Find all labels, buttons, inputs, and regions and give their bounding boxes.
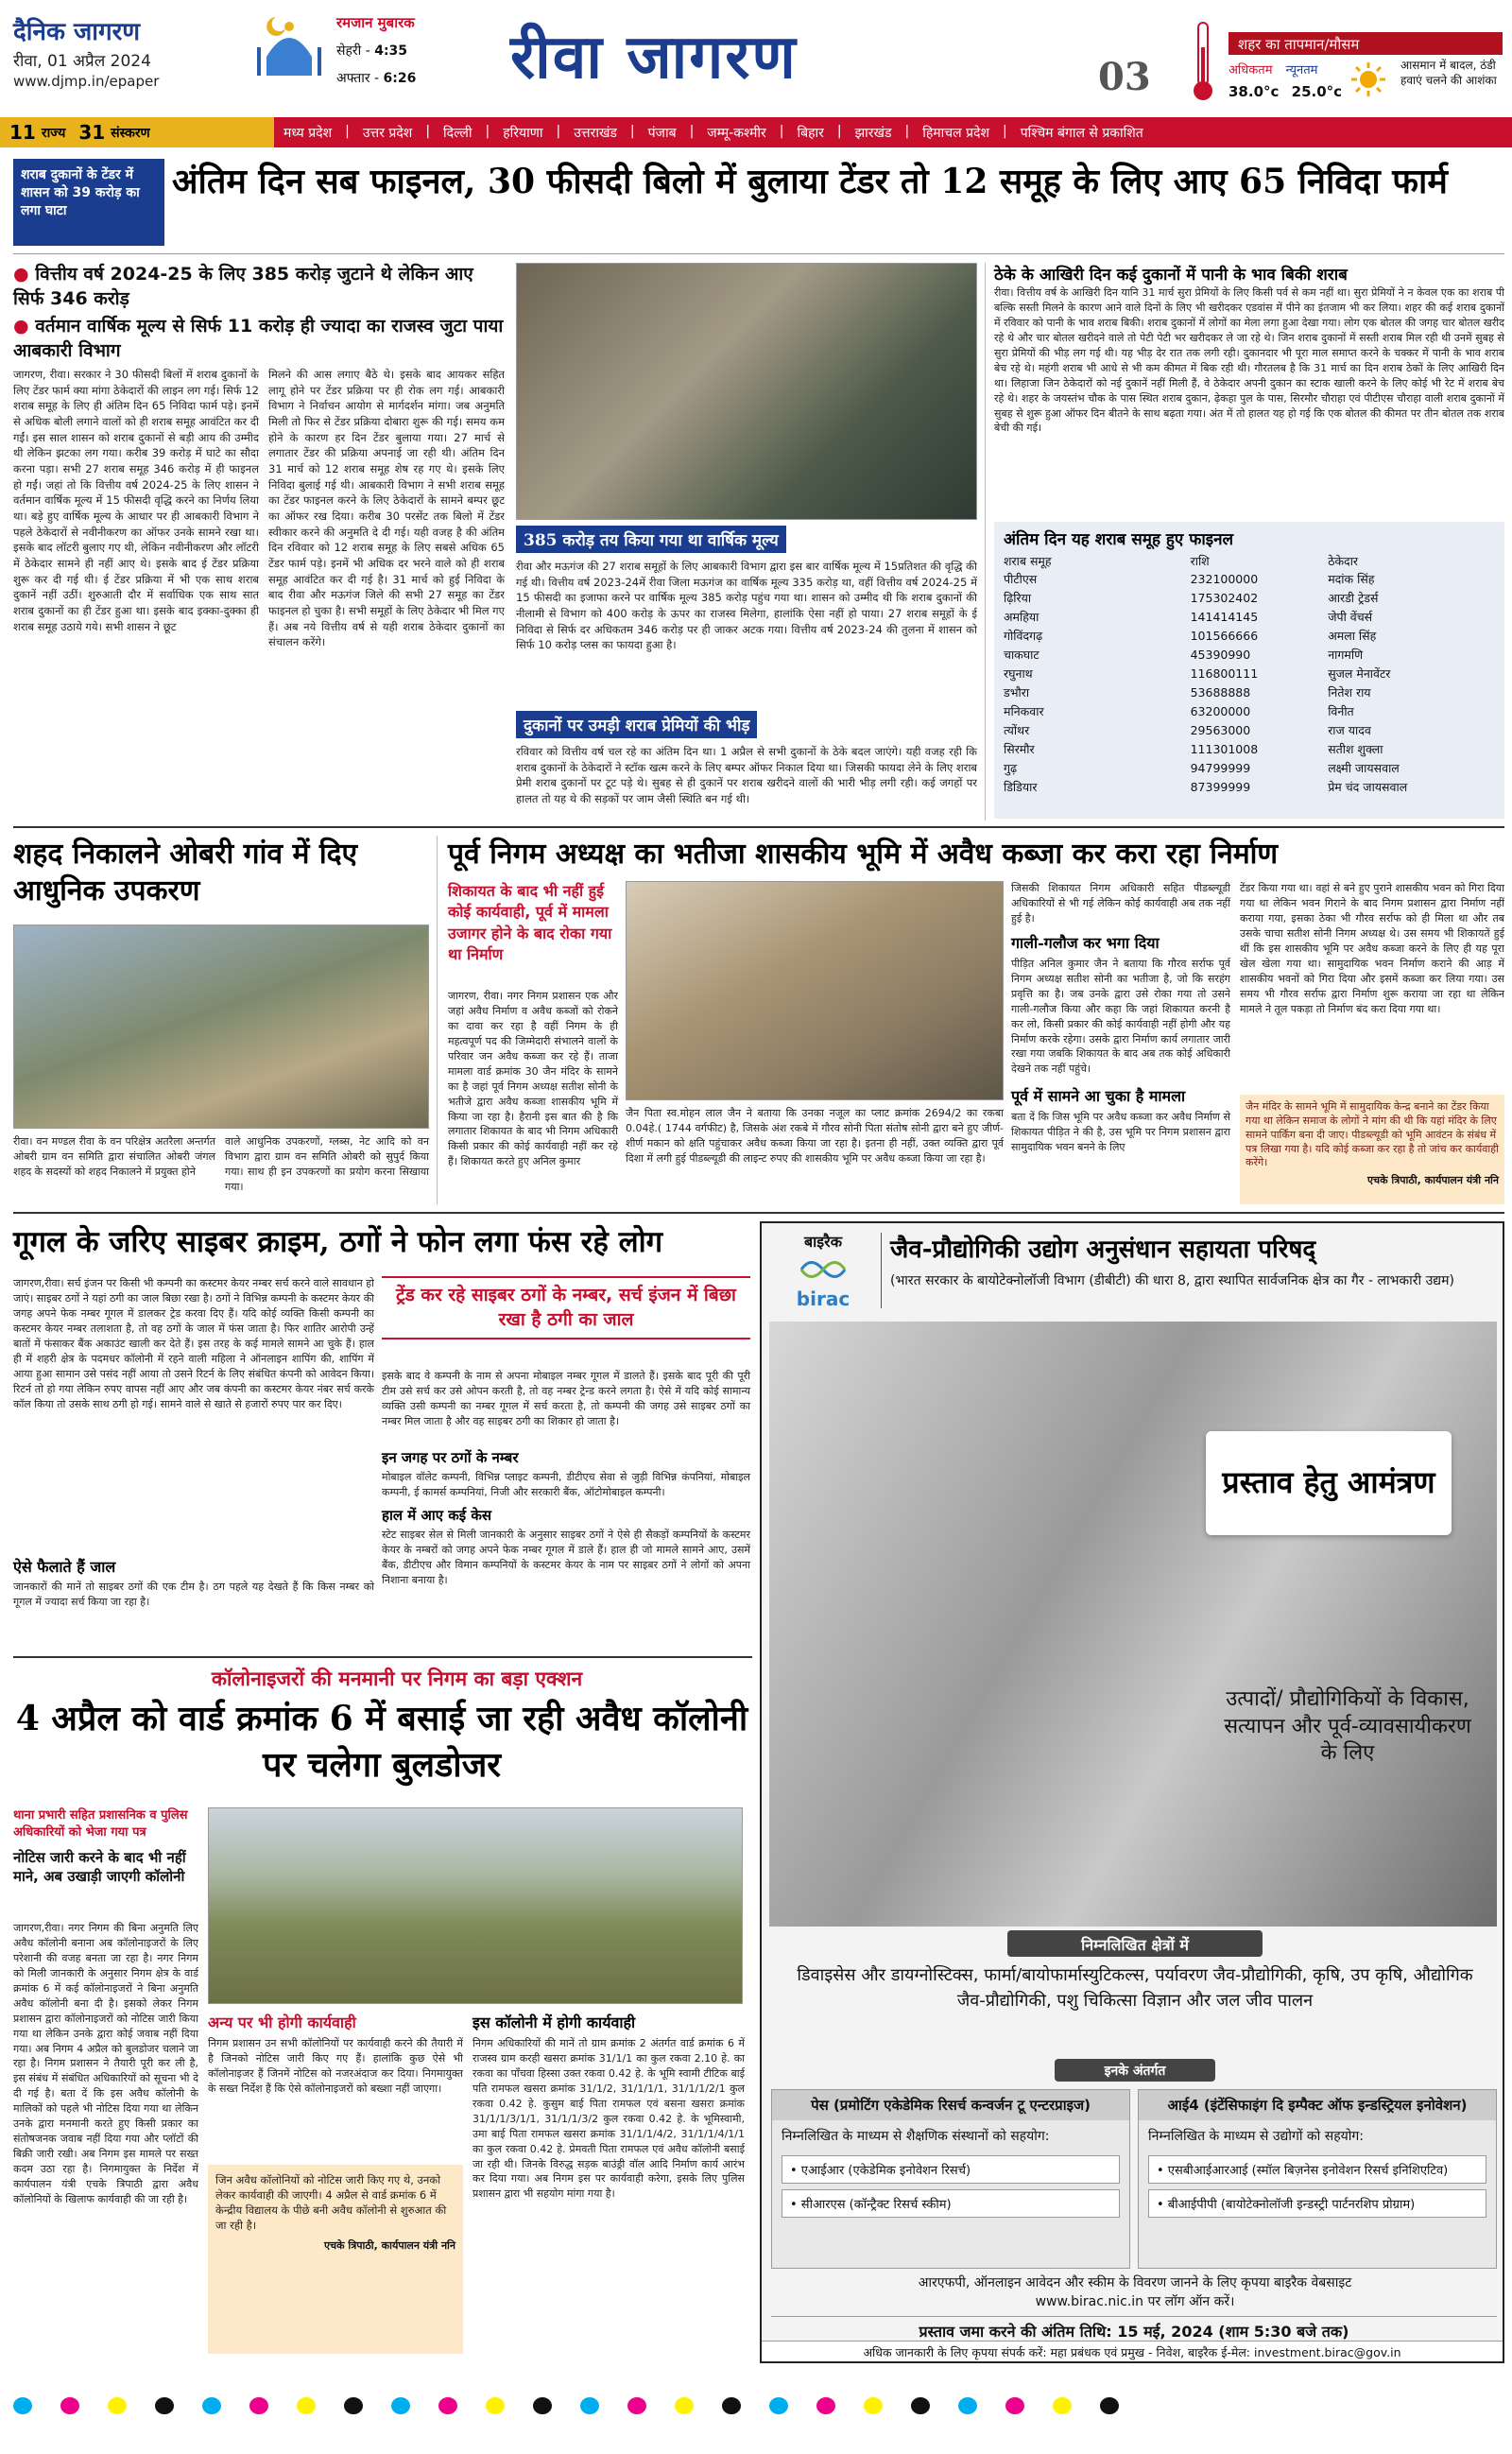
- separator: |: [485, 123, 490, 139]
- honey-headline: शहद निकालने ओबरी गांव में दिए आधुनिक उपकरण: [13, 838, 358, 907]
- table-cell: विनीत: [1328, 703, 1354, 718]
- col-group: शराब समूह: [1004, 554, 1052, 568]
- table-row: [1004, 683, 1495, 701]
- encroach-quote-by: एचके त्रिपाठी, कार्यपालन यंत्री ननि: [1367, 1174, 1499, 1187]
- epaper-url[interactable]: www.djmp.in/epaper: [13, 73, 160, 90]
- color-registration-strip: [13, 2392, 1504, 2420]
- dna-icon: [771, 1255, 875, 1287]
- table-cell: अमहिया: [1004, 609, 1040, 624]
- construction-site-photo: [626, 881, 1004, 1100]
- table-cell: 101566666: [1190, 628, 1259, 643]
- table-row: [1004, 739, 1495, 758]
- separator: |: [345, 123, 350, 139]
- table-cell: 94799999: [1190, 760, 1251, 775]
- table-cell: लक्ष्मी जायसवाल: [1328, 760, 1400, 775]
- finalized-table-title: अंतिम दिन यह शराब समूह हुए फाइनल: [1004, 530, 1234, 549]
- colony-headline: 4 अप्रैल को वार्ड क्रमांक 6 में बसाई जा रही अवैध कॉलोनी पर चलेगा बुलडोजर: [15, 1699, 748, 1785]
- scheme-item: • बीआईपीपी (बायोटेक्नोलॉजी इन्डस्ट्री पार्टनरशिप प्रोग्राम): [1148, 2189, 1486, 2218]
- separator: |: [904, 123, 910, 139]
- table-row: [1004, 569, 1495, 588]
- table-cell: ढ़िरिया: [1004, 590, 1032, 605]
- state-count: 11: [9, 121, 36, 144]
- pace-scheme: [771, 2089, 1130, 2269]
- annual-value-title: 385 करोड़ तय किया गया था वार्षिक मूल्य: [516, 526, 786, 553]
- sale-headline: ठेके के आखिरी दिन कई दुकानों में पानी के भाव बिकी शराब: [994, 266, 1348, 285]
- table-cell: 232100000: [1190, 571, 1259, 586]
- table-cell: 141414145: [1190, 609, 1259, 624]
- table-cell: डभौरा: [1004, 684, 1030, 700]
- colony-quote-by: एचके त्रिपाठी, कार्यपालन यंत्री ननि: [324, 2239, 455, 2253]
- sehri-time: 4:35: [374, 43, 408, 59]
- cyber-sub-2: इन जगह पर ठगों के नम्बर: [382, 1449, 519, 1466]
- table-cell: गुढ़: [1004, 760, 1018, 775]
- honey-event-photo: [13, 925, 429, 1129]
- lead-headline: अंतिम दिन सब फाइनल, 30 फीसदी बिलो में बुलाया टेंडर तो 12 समूह के लिए आए 65 निविदा फार्म: [172, 162, 1448, 201]
- table-cell: 87399999: [1190, 779, 1251, 794]
- encroach-sub-1: गाली-गलौज कर भगा दिया: [1011, 933, 1160, 952]
- colony-sub-1: इस कॉलोनी में होगी कार्यवाही: [472, 2013, 636, 2031]
- min-temp-label: न्यूनतम: [1285, 63, 1318, 78]
- table-cell: आरडी ट्रेडर्स: [1328, 590, 1379, 605]
- weather-forecast: आसमान में बादल, ठंडी हवाएं चलने की आशंका: [1400, 59, 1497, 87]
- cyber-body-col3: इसके बाद वे कम्पनी के नाम से अपना मोबाइल नम्बर गूगल में डालते हैं। इसके बाद पूरी की पूरी टीम उसे सर्च कर उसे ओपन करती है, तो वह नम्बर ट्रेन्ड करने लगता है। ऐसे में यदि कोई सामान्य व्यक्ति उसी कम्पनी का नम्बर गूगल में सर्च करता है, तो कम्पनी की जगह उसे साइबर ठगों का नम्बर मिल जाता है और वह साइबर ठगी का शिकार हो जाता है।: [382, 1370, 750, 1427]
- page-number: 03: [1098, 55, 1151, 99]
- areas-text: डिवाइसेस और डायग्नोस्टिक्स, फार्मा/बायोफार्मास्युटिकल्स, पर्यावरण जैव-प्रौद्योगिकी, कृषि, उप कृषि, औद्योगिक जैव-प्रौद्योगिकी, पशु चिकित्सा विज्ञान और जल जीव पालन: [797, 1965, 1473, 2011]
- table-cell: मनिकवार: [1004, 703, 1044, 718]
- encroach-body-col1: जागरण, रीवा। नगर निगम प्रशासन एक और जहां अवैध निर्माण व अवैध कब्जों को रोकने का दावा कर रहा है वहीं निगम के ही महत्वपूर्ण पद की जिम्मेदारी संभालने वालों के परिवार जन अवैध कब्जा कर रहे हैं। ताजा मामला वार्ड क्रमांक 30 जैन मंदिर के सामने का है जहां पूर्व निगम अध्यक्ष सतीश सोनी के भतीजे द्वारा अवैध कब्जा शासकीय भूमि में किया जा रहा है। हैरानी इस बात की है कि लगातार शिकायत के बाद भी निगम अधिकारी किसी प्रकार की कोई कार्यवाही नहीं कर रहे हैं। शिकायत करते हुए अनिल कुमार: [448, 990, 618, 1168]
- i4-sub: निम्नलिखित के माध्यम से उद्योगों को सहयोग:: [1148, 2129, 1364, 2145]
- colony-body-col2: निगम अधिकारियों की मानें तो ग्राम क्रमांक 2 अंतर्गत वार्ड क्रमांक 6 में राजस्व ग्राम करही खसरा क्रमांक 31/1/1 का कुल रकवा 2.10 हे. का रकवा का पाँचवा हिस्सा उक्त रकवा 0.42 हे. के भूमि स्वामी टीटिक बाई पति रामफल खसरा क्रमांक 31/1/2, 31/1/1/1, 31/1/1/2/1 कुल रकवा 0.42 हे. कुसुम बाई पिता रामफल एवं बसना खसरा क्रमांक 31/1/1/3/1/1, 31/1/1/3/2 कुल रकवा 0.42 हे. के भूमिस्वामी, उमा बाई पिता रामफल खसरा क्रमांक 31/1/1/4/2, 31/1/1/4/1/1 का कुल रकवा 0.42 हे. प्रेमवती पिता रामफल एवं अवैध कॉलोनी बसाई जा रही थी। जिनके विरुद्ध सड़क बाउंड्री वॉल आदि निर्माण कार्य आरंभ कर दिया गया। अब निगम इस पर कार्यवाही करेगा, इसके लिए पुलिस प्रशासन द्वारा भी सहयोग मांगा गया है।: [472, 2037, 745, 2201]
- edition-list: [274, 124, 1143, 142]
- table-cell: पीटीएस: [1004, 571, 1038, 586]
- table-row: [1004, 607, 1495, 626]
- cyber-body-col4: मोबाइल वॉलेट कम्पनी, विभिन्न प्लाइट कम्पनी, डीटीएच सेवा से जुड़ी विभिन्न कंपनियां, मोबाइल कम्पनी, ई कामर्स कम्पनियां, निजी और सरकारी बैंक, ऑटोमोबाइल कम्पनी।: [382, 1471, 750, 1498]
- areas-label: निम्नलिखित क्षेत्रों में: [1007, 1930, 1263, 1957]
- crowd-body: रविवार को वित्तीय वर्ष चल रहे का अंतिम दिन था। 1 अप्रैल से सभी दुकानों के ठेके बदल जाएंगे। यही वजह रही कि शराब दुकानों के ठेकेदारों ने स्टॉक खत्म करने के लिए बम्पर ऑफर निकाल दिया था। जिसकी फायदा लेने के लिए शराब प्रेमी शराब दुकानों पर टूट पड़े थे। सुबह से ही दुकानें पर शराब खरीदने वालों की भारी भीड़ लगी रही। कई जगहों पर हालत तो यह थे की सड़कों पर जाम जैसी स्थिति बन गई थी।: [516, 745, 977, 806]
- table-cell: जेपी वेंचर्स: [1328, 609, 1373, 624]
- mosque-icon: [248, 9, 331, 83]
- encroach-body-col4: पीड़ित अनिल कुमार जैन ने बताया कि गौरव सर्राफ पूर्व निगम अध्यक्ष सतीश सोनी का भतीजा है, जो कि सरहंग प्रवृत्ति का है। जब उनके द्वारा उसे रोका गया तो उसने गाली-गलौज किया और कहा कि जहां शिकायत करनी है कर लो, किसी प्रकार की कोई कार्यवाही नहीं होगी और यह निर्माण करके रहेगा। उसके द्वारा निर्माण कार्य लगातार जारी रखा गया जबकि शिकायत के बाद अब तक कोई अधिकारी देखने तक नहीं पहुंचे।: [1011, 957, 1230, 1076]
- table-row: [1004, 645, 1495, 664]
- apply-info: आरएफपी, ऑनलाइन आवेदन और स्कीम के विवरण जानने के लिए कृपया बाइरैक वेबसाइट www.birac.nic.in पर लॉग ऑन करें।: [918, 2275, 1352, 2309]
- table-cell: गोविंदगढ़: [1004, 628, 1043, 643]
- col-amount: राशि: [1190, 554, 1210, 568]
- table-cell: 53688888: [1190, 684, 1251, 700]
- table-cell: सुजल मेनावेंटर: [1328, 665, 1391, 681]
- min-temp: 25.0°c: [1291, 83, 1343, 100]
- table-cell: नागमणि: [1328, 647, 1364, 662]
- table-cell: प्रेम चंद जायसवाल: [1328, 779, 1408, 794]
- birac-subtitle: (भारत सरकार के बायोटेक्नोलॉजी विभाग (डीबीटी) की धारा 8, द्वारा स्थापित सार्वजनिक क्षेत्र का गैर - लाभकारी उद्यम): [890, 1273, 1454, 1288]
- lead-body-col1: जागरण, रीवा। सरकार ने 30 फीसदी बिलों में शराब दुकानों के लिए टेंडर फार्म क्या मांगा ठेकेदारों की लाइन लग गई। सिर्फ 12 शराब समूह के लिए ही अंतिम दिन 65 निविदा फार्म पड़े। इनमें से अधिक बोली लगाने वालों को ही शराब समूह आवंटित कर दी गईं। इस साल शासन को शराब दुकानों से बड़ी आय की उम्मीद थी लेकिन झटका लग गया। करीब 39 करोड़ में घाटे का सौदा करना पड़ा। सभी 27 शराब समूह 346 करोड़ में ही फाइनल हो गईं। जहां तो कि वित्तीय वर्ष 2024-25 के लिए शासन ने वर्तमान वार्षिक मूल्य में 15 फीसदी वृद्धि करने का निर्णय लिया था। बड़े हुए वार्षिक मूल्य के आधार पर ही आबकारी विभाग ने पहले ठेकेदारों से नवीनीकरण का ऑफर उनके सामने रखा था। इसके बाद लॉटरी बुलाए गए थी, लेकिन नवीनीकरण और लॉटरी में ठेकेदार सामने ही नहीं आए थे। इसके बाद ई टेंडर प्रक्रिया शुरू कर दी गई थी। ई टेंडर प्रक्रिया में भी एक साथ शराब दुकानें नहीं उठीं। शुरुआती दौर में सर्वाधिक एक साथ सात शराब दुकानों का ही टेंडर हुआ था। इसके बाद इक्का-दुक्का ही शराब समूह उठाये गये। सभी शासन ने छूट: [13, 368, 259, 633]
- separator: |: [629, 123, 635, 139]
- brand-name: दैनिक जागरण: [13, 18, 141, 46]
- edition-item: पंजाब: [647, 125, 677, 141]
- lead-deck-1: ● वित्तीय वर्ष 2024-25 के लिए 385 करोड़ जुटाने थे लेकिन आए सिर्फ 346 करोड़: [13, 264, 473, 309]
- invitation-badge: प्रस्ताव हेतु आमंत्रण: [1206, 1431, 1452, 1535]
- sale-body: रीवा। वित्तीय वर्ष के आखिरी दिन यानि 31 मार्च सुरा प्रेमियों के लिए किसी पर्व से कम नहीं था। सुरा प्रेमियों ने न केवल एक का शराब पी बल्कि सस्ती मिलने के कारण आने वाले दिनों के लिए भी खरीदकर एडवांस में पीने का इंतजाम भी कर लिया। शहर की कई शराब दुकानों में रविवार को पानी के भाव शराब बिकी। शराब दुकानों में लोगों का मेला लगा हुआ देखा गया। लोग एक बोतल की जगह चार बोतल खरीद रहे थे और चार बोतल खरीदने वाले तो पेटी पेटी भर खरीदकर ले जा रहे थे। जिन शराब दुकानों में सस्ती शराब मिल रही थी उनमें सुबह से सुरा प्रेमियों की भीड़ लग गई थी। यह भीड़ देर रात तक लगी रही। दुकानदार भी पूरा माल समाप्त करने के चक्कर में पानी के भाव शराब बेच रहे थे। महंगी शराब भी आधे से भी कम कीमत में बिक रही थी। गौरतलब है कि 31 मार्च का दिन शराब ठेकों के लिए आखिरी दिन था। लिहाजा जिन ठेकेदारों को नई दुकानें नहीं मिली हैं, वे ठेकेदार अपनी दुकान का स्टाक खाली करने के लिए कोई भी रेट में शराब बेच रहे थे। शहर के जयस्तंभ चौक के पास स्थित शराब दुकान, ढ़ेकहा पुल के पास, सिरमौर चौराहा एवं पीटीएस चौराहा वाली शराब दुकानों में सुबह से शुरू हुआ ऑफर दिन बीतने के साथ बढ़ता गया। अंत में तो हालत यह हो गई कि एक बोतल की कीमत पर तीन बोतल तक शराब बेची की गई।: [994, 286, 1504, 435]
- colony-quote: जिन अवैध कॉलोनियों को नोटिस जारी किए गए थे, उनको लेकर कार्यवाही की जाएगी। 4 अप्रैल से वार्ड क्रमांक 6 में केन्द्रीय विद्यालय के पीछे बनी अवैध कॉलोनी से शुरुआत की जा रही है।: [215, 2173, 447, 2233]
- table-cell: रघुनाथ: [1004, 665, 1033, 681]
- encroach-body-col2: जैन पिता स्व.मोहन लाल जैन ने बताया कि उनका नजूल का प्लाट क्रमांक 2694/2 का रकबा 0.04हे.( 1744 वर्गफीट) है, जिसके अंश रकबे में गौरव सोनी पिता संतोष सोनी द्वारा बने हुए जीर्ण-शीर्ण मकान को क्षति पहुंचाकर अवैध कब्जा किया जा रहा है। इतना ही नहीं, उक्त व्यक्ति द्वारा पूर्व दिशा में लगी हुई पीडब्ल्यूडी की लाइन्ट रुपए की शासकीय भूमि पर अवैध कब्जा किया जा रहा है।: [626, 1107, 1004, 1165]
- table-cell: राज यादव: [1328, 722, 1371, 737]
- table-cell: मदांक सिंह: [1328, 571, 1375, 586]
- crowd-box: [516, 711, 977, 821]
- table-row: [1004, 664, 1495, 683]
- edition-item: झारखंड: [854, 125, 892, 141]
- masthead: [0, 0, 1512, 112]
- i4-title: आई4 (इंटेंसिफाइंग दि इम्पैक्ट ऑफ इन्डस्ट्रियल इनोवेशन): [1139, 2090, 1496, 2120]
- colony-deck-1: थाना प्रभारी सहित प्रशासनिक व पुलिस अधिकारियों को भेजा गया पत्र: [13, 1808, 188, 1840]
- encroach-quote-box: [1240, 1095, 1504, 1204]
- edition-item: उत्तराखंड: [574, 125, 617, 141]
- state-label: राज्य: [41, 125, 66, 141]
- cyber-sub-1: ऐसे फैलाते हैं जाल: [13, 1558, 116, 1576]
- page-title: रीवा जागरण: [510, 22, 798, 93]
- table-cell: सतीश शुक्ला: [1328, 741, 1383, 756]
- scheme-item: • एसबीआईआरआई (स्मॉल बिज़नेस इनोवेशन रिसर्च इनिशिएटिव): [1148, 2155, 1486, 2184]
- separator: |: [779, 123, 784, 139]
- ramzan-title: रमजान मुबारक: [336, 14, 415, 31]
- table-row: [1004, 758, 1495, 777]
- crowd-title: दुकानों पर उमड़ी शराब प्रेमियों की भीड़: [516, 711, 757, 738]
- edition-item: हरियाणा: [503, 125, 543, 141]
- table-cell: चाकघाट: [1004, 647, 1040, 662]
- table-cell: 111301008: [1190, 741, 1259, 756]
- cyber-pull-quote: ट्रेंड कर रहे साइबर ठगों के नम्बर, सर्च इंजन में बिछा रखा है ठगी का जाल: [382, 1276, 750, 1339]
- lab-equipment-graphic: [769, 1322, 1497, 1927]
- table-row: [1004, 626, 1495, 645]
- table-cell: अमला सिंह: [1328, 628, 1377, 643]
- liquor-shop-photo: [516, 263, 977, 520]
- encroach-body-col5: बता दें कि जिस भूमि पर अवैध कब्जा कर अवैध निर्माण से शिकायत पीड़ित ने की है, उस भूमि पर निगम प्रशासन द्वारा सामुदायिक भवन बनने के लिए: [1011, 1110, 1230, 1153]
- birac-logo-en: birac: [796, 1287, 850, 1310]
- contact-info: अधिक जानकारी के लिए कृपया संपर्क करें: महा प्रबंधक एवं प्रमुख - निवेश, बाइरैक ई-मेल: investment.birac@gov.in: [762, 2341, 1503, 2361]
- sehri-label: सेहरी -: [336, 43, 370, 59]
- sun-icon: [1349, 60, 1387, 98]
- encroach-quote: जैन मंदिर के सामने भूमि में सामुदायिक केन्द्र बनाने का टेंडर किया गया था लेकिन समाज के लोगों ने मांग की थी कि यहां मंदिर के लिए सामने पार्किंग बना दी जाए। पीडब्ल्यूडी को भूमि आवंटन के संबंध में पत्र लिखा गया है। यदि कोई कब्जा कर रहा है तो जांच कर कार्यवाही करेंगे।: [1246, 1100, 1499, 1169]
- edition-item: उत्तर प्रदेश: [362, 125, 413, 141]
- annual-value-box: [516, 526, 977, 711]
- annual-value-body: रीवा और मऊगंज की 27 शराब समूहों के लिए आबकारी विभाग द्वारा इस बार वार्षिक मूल्य में 15प्रतिशत की वृद्धि की गई थी। वित्तीय वर्ष 2023-24में रीवा जिला मऊगंज का वार्षिक मूल्य 335 करोड़ था, वहीं वित्तीय वर्ष 2024-25 में 15 फीसदी का इजाफा करने पर वार्षिक मूल्य 385 करोड़ पहुंच गया था। शासन को उम्मीद थी कि शराब दुकानों की नीलामी से विभाग को 400 करोड़ के ऊपर का राजस्व मिलेगा, हालांकि ऐसा नहीं हो पाया। 27 शराब समूहों के ई निविदा से सिर्फ दर अधिकतम 346 करोड़ पर ही जाकर अटक गया। वित्तीय वर्ष 2023-24 की तुलना में शासन को सिर्फ 10 करोड़ प्लस का फायदा हुआ है।: [516, 560, 977, 652]
- edition-count: 31: [78, 121, 106, 144]
- scheme-item: • एआईआर (एकेडेमिक इनोवेशन रिसर्च): [782, 2155, 1120, 2184]
- edition-bar: [0, 117, 1512, 147]
- lead-deck-2: ● वर्तमान वार्षिक मूल्य से सिर्फ 11 करोड़ ही ज्यादा का राजस्व जुटा पाया आबकारी विभाग: [13, 316, 504, 361]
- separator: |: [425, 123, 431, 139]
- colony-quote-box: [208, 2165, 463, 2354]
- max-temp: 38.0°c: [1228, 83, 1280, 100]
- finalized-groups-box: [994, 522, 1504, 819]
- edition-item: हिमाचल प्रदेश: [922, 125, 989, 141]
- cyber-sub-3: हाल में आए कई केस: [382, 1506, 492, 1524]
- pace-sub: निम्नलिखित के माध्यम से शैक्षणिक संस्थानों को सहयोग:: [782, 2129, 1050, 2145]
- edition-item: दिल्ली: [443, 125, 472, 141]
- colony-body-col3: निगम प्रशासन उन सभी कॉलोनियों पर कार्यवाही करने की तैयारी में है जिनको नोटिस जारी किए गए हैं। हालांकि कुछ ऐसे भी कॉलोनाइजर हैं जिनमें नोटिस को नजरअंदाज कर दिया। निगमायुक्त के सख्त निर्देश हैं कि ऐसे कॉलोनाइजरों को बख्शा नहीं जाएगा।: [208, 2037, 463, 2095]
- date-line: रीवा, 01 अप्रैल 2024: [13, 52, 151, 71]
- iftar-time: 6:26: [383, 71, 417, 86]
- colony-kicker: कॉलोनाइजरों की मनमानी पर निगम का बड़ा एक्शन: [211, 1668, 583, 1690]
- table-cell: 45390990: [1190, 647, 1251, 662]
- thermometer-icon: [1189, 19, 1217, 104]
- iftar-label: अफ्तार -: [336, 71, 380, 86]
- honey-body: वाले आधुनिक उपकरणों, ग्लब्स, नेट आदि को वन विभाग द्वारा ग्राम वन समिति ओबरी को सुपुर्द किया गया। साथ ही इन उपकरणों का प्रयोग करना सिखाया गया।: [225, 1135, 429, 1193]
- scheme-item: • सीआरएस (कॉन्ट्रैक्ट रिसर्च स्कीम): [782, 2189, 1120, 2218]
- birac-title: जैव-प्रौद्योगिकी उद्योग अनुसंधान सहायता परिषद्: [890, 1236, 1316, 1264]
- colony-site-photo: [208, 1807, 743, 2004]
- colony-body-col1: जागरण,रीवा। नगर निगम की बिना अनुमति लिए अवैध कॉलोनी बनाना अब कॉलोनाइजरों के लिए परेशानी की वजह बनता जा रहा है। नगर निगम को मिली जानकारी के अनुसार निगम क्षेत्र के वार्ड क्रमांक 6 में कई कॉलोनाइजरों ने बिना अनुमति अवैध कॉलोनी बना दी है। इसको लेकर निगम प्रशासन द्वारा कॉलोनाइजरों को नोटिस जारी किया गया था लेकिन उनके द्वारा कोई जवाब नहीं दिया गया। अब निगम 4 अप्रैल को बुलडोजर चलाने जा रहा है। निगम प्रशासन ने तैयारी पूरी कर ली है, इस संबंध में संबंधित अधिकारियों को सूचना भी दे दी गई है। बता दें कि इस अवैध कॉलोनी के मालिकों को पहले भी नोटिस दिया गया था लेकिन उनके द्वारा मनमानी करते हुए किसी प्रकार का संतोषजनक जवाब नहीं दिया गया और प्लॉटों की बिक्री जारी रखी। अब निगम इस मामले पर सख्त कदम उठा रहा है। निगमायुक्त के निर्देश में कार्यपालन यंत्री एचके त्रिपाठी द्वारा अवैध कॉलोनियों के खिलाफ कार्यवाही की जा रही है।: [13, 1922, 198, 2205]
- finalized-groups-table: [1004, 553, 1495, 796]
- cyber-headline: गूगल के जरिए साइबर क्राइम, ठगों ने फोन लगा फंस रहे लोग: [13, 1225, 663, 1259]
- table-row: [1004, 720, 1495, 739]
- table-row: [1004, 701, 1495, 720]
- encroach-headline: पूर्व निगम अध्यक्ष का भतीजा शासकीय भूमि में अवैध कब्जा कर करा रहा निर्माण: [448, 838, 1279, 871]
- separator: |: [689, 123, 695, 139]
- birac-advertisement: [760, 1221, 1504, 2363]
- separator: |: [1003, 123, 1007, 139]
- weather-title: शहर का तापमान/मौसम: [1228, 32, 1503, 55]
- max-temp-label: अधिकतम: [1228, 63, 1273, 78]
- table-cell: नितेश राय: [1328, 684, 1371, 700]
- cyber-body-col5: स्टेट साइबर सेल से मिली जानकारी के अनुसार साइबर ठगों ने ऐसे ही सैकड़ों कम्पनियों के कस्टमर केयर के नम्बरों को जगह अपने फेक नम्बर गूगल में डाले हैं। हाल ही जो मामले सामने आए, उसमें बैंक, डीटीएच और विमान कम्पनियों के कस्टमर केयर के नाम पर साइबर ठगों ने लोगों को अपना निशाना बनाया है।: [382, 1528, 750, 1586]
- table-cell: 116800111: [1190, 665, 1259, 681]
- pace-title: पेस (प्रमोटिंग एकेडेमिक रिसर्च कन्वर्जन टू एन्टरप्राइज): [772, 2090, 1129, 2120]
- birac-logo-hindi: बाइरैक: [804, 1233, 842, 1251]
- lead-body-col2: मिलने की आस लगाए बैठे थे। इसके बाद आयकर सहित लागू होने पर टेंडर प्रक्रिया पर ही रोक लग गई। आबकारी विभाग ने निर्वाचन आयोग से मार्गदर्शन मांगा। जब अनुमति मिली तो फिर से टेंडर प्रक्रिया दोबारा शुरू की गई। समय कम होने के कारण हर दिन टेंडर बुलाया गया। 27 मार्च से लगातार टेंडर की प्रक्रिया अपनाई जा रही थी। अंतिम दिन 31 मार्च को 12 शराब समूह शेष रह गए थे। इसके लिए निविदा बुलाई गई थी। आबकारी विभाग ने सभी शराब समूह का टेंडर फाइनल करने के लिए ठेकेदारों के सामने बम्पर छूट का ऑफर रख दिया। करीब 30 परसेंट तक बिलो में टेंडर स्वीकार करने की अनुमति दे दी गई। यही वजह है की अंतिम दिन रविवार को 12 शराब समूह के लिए सबसे अधिक 65 टेंडर फार्म पड़े। इनमें भी अधिक दर भरने वाले को ही शराब समूह आवंटित कर दी गई है। 31 मार्च को हुई निविदा के बाद रीवा और मऊगंज जिले की सभी 27 समूह का टेंडर फाइनल हो चुका है। सभी समूहों के लिए ठेकेदार भी मिल गए हैं। अब नये वित्तीय वर्ष से यही शराब ठेकेदार दुकानों का संचालन करेंगे।: [268, 368, 505, 649]
- table-cell: त्योंथर: [1004, 722, 1030, 737]
- table-cell: 63200000: [1190, 703, 1251, 718]
- honey-caption: रीवा। वन मण्डल रीवा के वन परिक्षेत्र अतरैला अन्तर्गत ओबरी ग्राम वन समिति द्वारा संचालित ओबरी जंगल शहद के सदस्यों को शहद निकालने में प्रयुक्त होने: [13, 1135, 215, 1178]
- encroach-body-col3: जिसकी शिकायत निगम अधिकारी सहित पीडब्ल्यूडी अधिकारियों से भी गई लेकिन कोई कार्यवाही अब तक नहीं हुई है।: [1011, 882, 1230, 925]
- edition-item: मध्य प्रदेश: [284, 125, 333, 141]
- encroach-kicker: शिकायत के बाद भी नहीं हुई कोई कार्यवाही, पूर्व में मामला उजागर होने के बाद रोका गया था निर्माण: [448, 882, 612, 964]
- edition-item: पश्चिम बंगाल से प्रकाशित: [1020, 125, 1143, 141]
- table-row: [1004, 777, 1495, 796]
- edition-item: बिहार: [797, 125, 824, 141]
- colony-deck-2: नोटिस जारी करने के बाद भी नहीं माने, अब उखाड़ी जाएगी कॉलोनी: [13, 1849, 186, 1886]
- table-cell: 175302402: [1190, 590, 1259, 605]
- separator: |: [556, 123, 561, 139]
- table-row: [1004, 588, 1495, 607]
- encroach-sub-2: पूर्व में सामने आ चुका है मामला: [1011, 1086, 1186, 1105]
- lead-kicker: शराब दुकानों के टेंडर में शासन को 39 करोड़ का लगा घाटा: [13, 159, 164, 246]
- table-cell: डिडियार: [1004, 779, 1038, 794]
- products-text: उत्पादों/ प्रौद्योगिकियों के विकास, सत्यापन और पूर्व-व्यावसायीकरण के लिए: [1224, 1687, 1471, 1766]
- edition-item: जम्मू-कश्मीर: [707, 125, 766, 141]
- cyber-body-col1: जागरण,रीवा। सर्च इंजन पर किसी भी कम्पनी का कस्टमर केयर नम्बर सर्च करने वाले सावधान हो जाएं। साइबर ठगों ने यहां ठगी का जाल बिछा रखा है। ठगों ने विभिन्न कम्पनी के कस्टमर केयर की जगह अपने फेक नम्बर गूगल में डालकर ट्रेड करवा दिए हैं। यदि कोई व्यक्ति किसी कम्पनी का कस्टमर केयर नम्बर तलाशता है, तो वह ठगों के जाल में फंस जाता है। फिर शातिर आरोपी उन्हें बातों में फंसाकर बैंक अकाउंट खाली कर देते हैं। इस तरह के कई मामले सामने आ चुके हैं। हाल ही में शहरी क्षेत्र के पदमधर कॉलोनी में रहने वाली महिला ने ऑनलाइन शापिंग की, शापिंग में आया हुआ सामान उसे पसंद नहीं आया तो उसने रिटर्न के लिए संबंधित कंपनी को आवेदन किया। रिटर्न तो हो गया लेकिन रुपए वापस नहीं आए और जब कंपनी का कस्टमर केयर नंबर सर्च करके कॉल किया तो उसके साथ ठगी हो गई। सामने वाले से खाते से हजारों रुपए पार कर दिए।: [13, 1277, 374, 1410]
- deadline: प्रस्ताव जमा करने की अंतिम तिथि: 15 मई, 2024 (शाम 5:30 बजे तक): [771, 2316, 1497, 2342]
- under-label: इनके अंतर्गत: [1055, 2059, 1215, 2082]
- edition-label: संस्करण: [111, 125, 150, 141]
- encroach-body-col6: टेंडर किया गया था। वहां से बने हुए पुराने शासकीय भवन को गिरा दिया गया था लेकिन भवन गिराने के बाद निगम प्रशासन द्वारा निर्माण नहीं कराया गया, इसका ठेका भी गौरव सर्राफ को ही मिला था और तब उसके चाचा सतीश सोनी निगम अध्यक्ष थे। उस समय भी शिकायतें हुई थीं कि इस शासकीय भूमि पर अवैध कब्जा करने के लिए ही यह पूरा खेल खेला गया था। सामुदायिक भवन निर्माण कराने की आड़ में शासकीय भवनों को गिरा दिया और इसमें कब्जा कर लिया गया। उस समय भी गौरव सर्राफ द्वारा निर्माण शुरू कराया जा रहा था लेकिन मामले ने तूल पकड़ा तो निर्माण बंद करा दिया गया था।: [1240, 882, 1504, 1015]
- colony-sub-2: अन्य पर भी होगी कार्यवाही: [208, 2013, 356, 2031]
- col-contractor: ठेकेदार: [1328, 554, 1359, 568]
- cyber-body-col2: जानकारों की मानें तो साइबर ठगों की एक टीम है। ठग पहले यह देखते हैं कि किस नम्बर को गूगल में ज्यादा सर्च किया जा रहा है।: [13, 1581, 374, 1608]
- separator: |: [836, 123, 842, 139]
- i4-scheme: [1138, 2089, 1497, 2269]
- table-cell: 29563000: [1190, 722, 1251, 737]
- table-cell: सिरमौर: [1004, 741, 1035, 756]
